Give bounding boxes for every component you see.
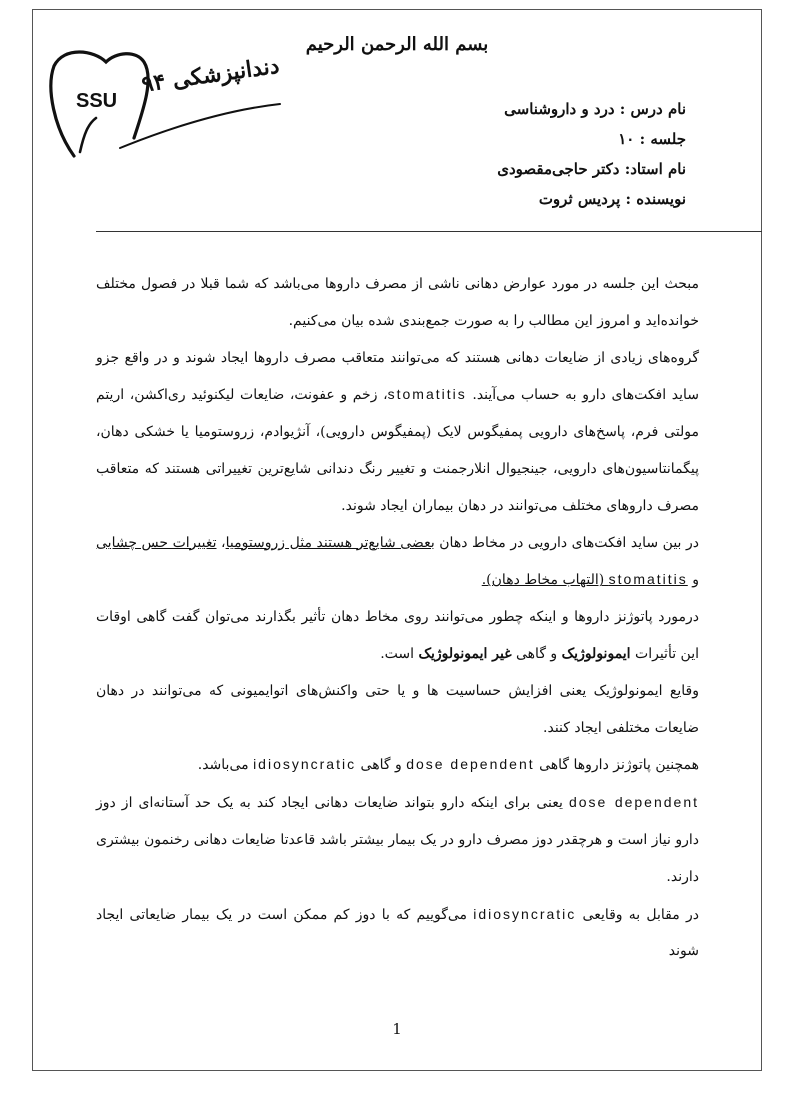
term-stomatitis-2: stomatitis: [608, 571, 688, 588]
term-stomatitis: stomatitis: [387, 386, 467, 403]
paragraph-6-text-a: همچنین پاتوژنز داروها گاهی: [534, 757, 699, 774]
paragraph-7: [96, 784, 699, 895]
paragraph-6-text-c: می‌باشد.: [197, 757, 254, 774]
paragraph-8-text-b: می‌گوییم که با دوز کم ممکن است در یک بیمار ضایعاتی ایجاد شوند: [96, 906, 699, 960]
bold-immunologic: ایمونولوژیک: [561, 645, 631, 662]
paragraph-3-text-a: در بین ساید افکت‌های دارویی در مخاط دهان: [434, 534, 700, 551]
course-info: [386, 94, 686, 214]
paragraph-6-text-b: و گاهی: [356, 757, 407, 774]
bismillah-heading: بسم الله الرحمن الرحیم: [305, 34, 489, 55]
paragraph-1: مبحث این جلسه در مورد عوارض دهانی ناشی از مصرف داروها می‌باشد که شما قبلا در فصول مختلف خوانده‌اید و امروز این مطالب را به صورت جمع‌بندی شده بیان می‌کنیم.: [96, 276, 699, 329]
page-number: 1: [392, 1020, 402, 1038]
paragraph-3-text-c: (التهاب مخاط دهان).: [481, 572, 609, 589]
term-dose-dependent: dose dependent: [406, 756, 535, 773]
paragraph-2-text-b: ، زخم و عفونت، ضایعات لیکنوئید ری‌اکشن، اریتم مولتی فرم، پاسخ‌های دارویی پمفیگوس لایک (پمفیگوس دارویی)، آنژیوادم، زروستومیا یا خشکی دهان، پیگمانتاسیون‌های دارویی، جینجیوال انلارجمنت و تغییر رنگ دندانی شایع‌ترین تغییراتی هستند که متعاقب مصرف داروهای مختلف می‌توانند در دهان بیماران ایجاد شوند.: [96, 387, 699, 514]
paragraph-8-text-a: در مقابل به وقایعی: [576, 906, 699, 923]
main-content: [96, 266, 699, 970]
logo-text: دندانپزشکی ۹۴: [140, 52, 281, 98]
paragraph-3-separator: ،: [216, 534, 226, 551]
logo-abbreviation: SSU: [76, 90, 118, 112]
paragraph-3: [96, 525, 699, 600]
paragraph-2: [96, 340, 699, 525]
paragraph-4: [96, 599, 699, 673]
author-name: نویسنده : پردیس ثروت: [538, 190, 686, 208]
paragraph-4-text-a: درمورد پاتوژنز داروها و اینکه چطور می‌توانند روی مخاط دهان تأثیر بگذارند می‌توان گفت گاهی اوقات این تأثیرات: [96, 609, 699, 662]
session-number: جلسه : ۱۰: [618, 130, 686, 148]
course-name: نام درس : درد و داروشناسی: [504, 100, 686, 118]
paragraph-2-text-a: گروه‌های زیادی از ضایعات دهانی هستند که می‌توانند متعاقب مصرف داروها ایجاد شوند و در واقع جزو ساید افکت‌های دارو به حساب می‌آیند.: [96, 349, 699, 404]
paragraph-6: [96, 746, 699, 784]
paragraph-4-text-c: است.: [380, 645, 419, 662]
instructor-name: نام استاد: دکتر حاجی‌مقصودی: [497, 160, 686, 178]
term-idiosyncratic-2: idiosyncratic: [473, 905, 577, 922]
term-dose-dependent-2: dose dependent: [568, 794, 699, 811]
underlined-taste-changes: تغییرات حس چشایی: [96, 534, 217, 551]
term-idiosyncratic: idiosyncratic: [253, 756, 357, 773]
underlined-common-effects: بعضی شایع‌تر هستند مثل زروستومیا: [225, 534, 435, 551]
paragraph-4-text-b: و گاهی: [511, 645, 562, 662]
paragraph-3-text-b: و: [687, 572, 699, 589]
paragraph-7-text: یعنی برای اینکه دارو بتواند ضایعات دهانی ایجاد کند به یک حد آستانه‌ای از دوز دارو نیاز است و هرچقدر دوز مصرف دارو در یک بیمار بیشتر باشد قاعدتا ضایعات دهانی رخنمون بیشتری دارند.: [96, 795, 699, 885]
paragraph-5: وقایع ایمونولوژیک یعنی افزایش حساسیت ها و یا حتی واکنش‌های اتوایمیونی که می‌توانند در دهان ضایعات مختلفی ایجاد کنند.: [96, 682, 699, 736]
header-divider: [96, 231, 762, 232]
paragraph-8: [96, 896, 699, 971]
bold-non-immunologic: غیر ایمونولوژیک: [418, 645, 512, 662]
